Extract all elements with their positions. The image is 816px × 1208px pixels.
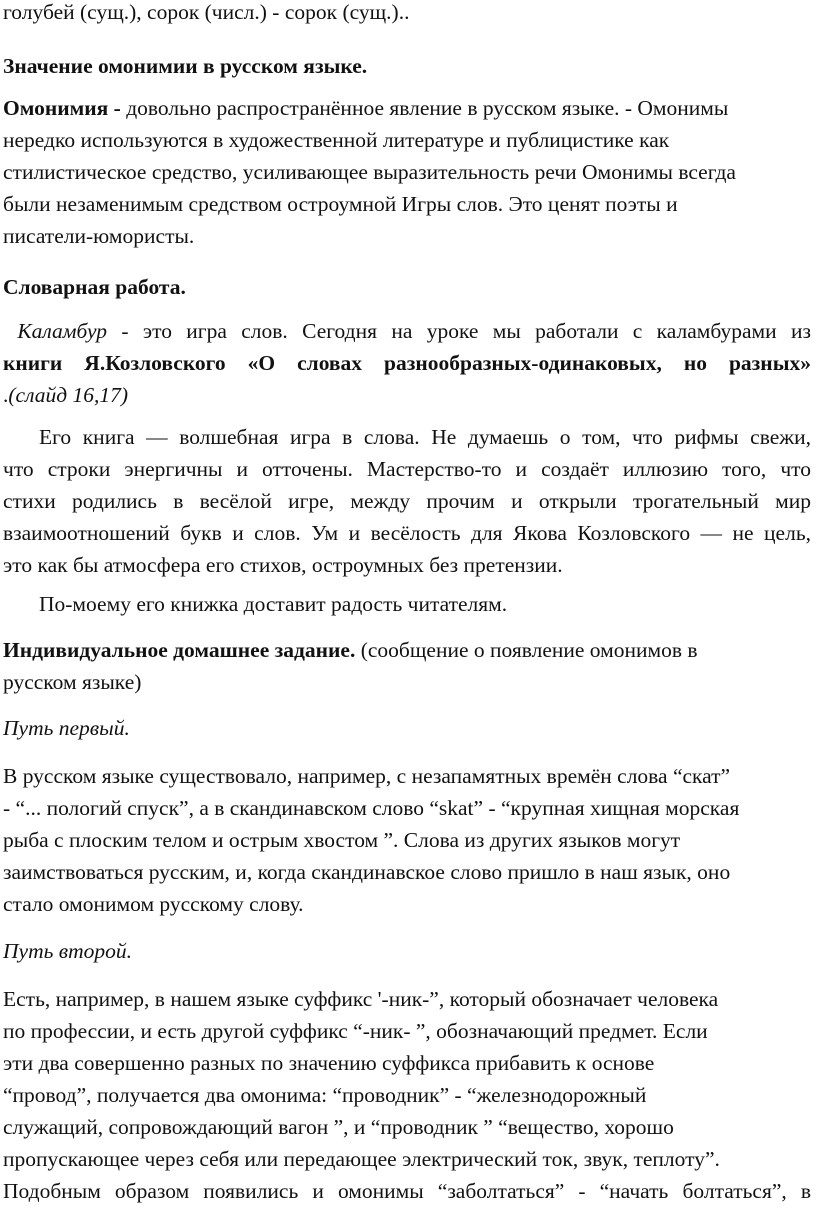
text-line: нередко используются в художественной литературе и публицистике как <box>3 128 670 152</box>
text-line <box>3 347 811 379</box>
text-line: - “... пологий спуск”, а в скандинавском слово “skat” - “крупная хищная морская <box>3 796 740 820</box>
text-line: стало омонимом русскому слову. <box>3 892 304 916</box>
paragraph-way-two <box>3 983 811 1207</box>
text-line: это как бы атмосфера его стихов, остроумных без претензии. <box>3 553 563 577</box>
heading-text: Словарная работа. <box>3 275 186 299</box>
text-line: По-моему его книжка доставит радость читателям. <box>39 592 508 616</box>
text-line: по профессии, и есть другой суффикс “-ник- ”, обозначающий предмет. Если <box>3 1019 708 1043</box>
text-span: - это игра слов. Сегодня на уроке мы работали с каламбурами из <box>107 319 812 343</box>
section-heading-vocabulary <box>3 271 811 303</box>
text-span: довольно распространённое явление в русском языке. - Омонимы <box>120 96 729 120</box>
text-line: стихи родились в весёлой игре, между прочим и открыли трогательный мир <box>3 489 811 513</box>
term-bold: Омонимия - <box>3 96 121 120</box>
book-title: книги Я.Козловского «О словах разнообразных-одинаковых, но разных» <box>3 351 811 375</box>
paragraph-homonymy <box>3 92 811 252</box>
paragraph-kalambur <box>3 315 811 411</box>
text-line <box>3 315 811 347</box>
text-line: Подобным образом появились и омонимы “заболтаться” - “начать болтаться”, в <box>3 1179 811 1203</box>
text-line: были незаменимым средством остроумной Игры слов. Это ценят поэты и <box>3 192 678 216</box>
text-span: (сообщение о появление омонимов в <box>355 638 698 662</box>
text-line: пропускающее через себя или передающее электрический ток, звук, теплоту”. <box>3 1147 720 1171</box>
text-line <box>3 92 811 124</box>
subheading-text: Путь первый. <box>3 716 130 740</box>
subheading-text: Путь второй. <box>3 939 132 963</box>
text-line: стилистическое средство, усиливающее выразительность речи Омонимы всегда <box>3 160 736 184</box>
text-line: голубей (сущ.), сорок (числ.) - сорок (сущ.).. <box>3 0 410 24</box>
text-line: служащий, сопровождающий вагон ”, и “проводник ” “вещество, хорошо <box>3 1115 674 1139</box>
dot: . <box>3 383 9 407</box>
text-line: “провод”, получается два омонима: “проводник” - “железнодорожный <box>3 1083 647 1107</box>
text-line: Его книга — волшебная игра в слова. Не думаешь о том, что рифмы свежи, <box>39 425 811 449</box>
text-line: писатели-юмористы. <box>3 224 195 248</box>
slide-reference: (слайд 16,17) <box>8 383 129 407</box>
heading-text: Значение омонимии в русском языке. <box>3 54 368 78</box>
paragraph-homework <box>3 634 811 698</box>
term-italic: Каламбур <box>17 319 108 343</box>
text-line: что строки энергичны и отточены. Мастерство-то и создаёт иллюзию того, что <box>3 457 811 481</box>
text-line: В русском языке существовало, например, с незапамятных времён слова “скат” <box>3 764 731 788</box>
subheading-way-two <box>3 935 811 967</box>
paragraph-book-review <box>3 421 811 581</box>
text-line: заимствоваться русским, и, когда скандинавское слово пришло в наш язык, оно <box>3 860 731 884</box>
text-line: русском языке) <box>3 670 142 694</box>
section-heading-homonymy-meaning <box>3 50 811 82</box>
text-line <box>3 634 811 666</box>
heading-text: Индивидуальное домашнее задание. <box>3 638 356 662</box>
text-line <box>3 379 811 411</box>
paragraph-opinion <box>3 588 811 620</box>
text-line: рыба с плоским телом и острым хвостом ”. Слова из других языков могут <box>3 828 681 852</box>
paragraph-way-one <box>3 760 811 920</box>
text-line: взаимоотношений букв и слов. Ум и весёлость для Якова Козловского — не цель, <box>3 521 811 545</box>
paragraph-intro <box>3 0 811 28</box>
text-line: эти два совершенно разных по значению суффикса прибавить к основе <box>3 1051 655 1075</box>
text-line: Есть, например, в нашем языке суффикс '-ник-”, который обозначает человека <box>3 987 719 1011</box>
subheading-way-one <box>3 712 811 744</box>
